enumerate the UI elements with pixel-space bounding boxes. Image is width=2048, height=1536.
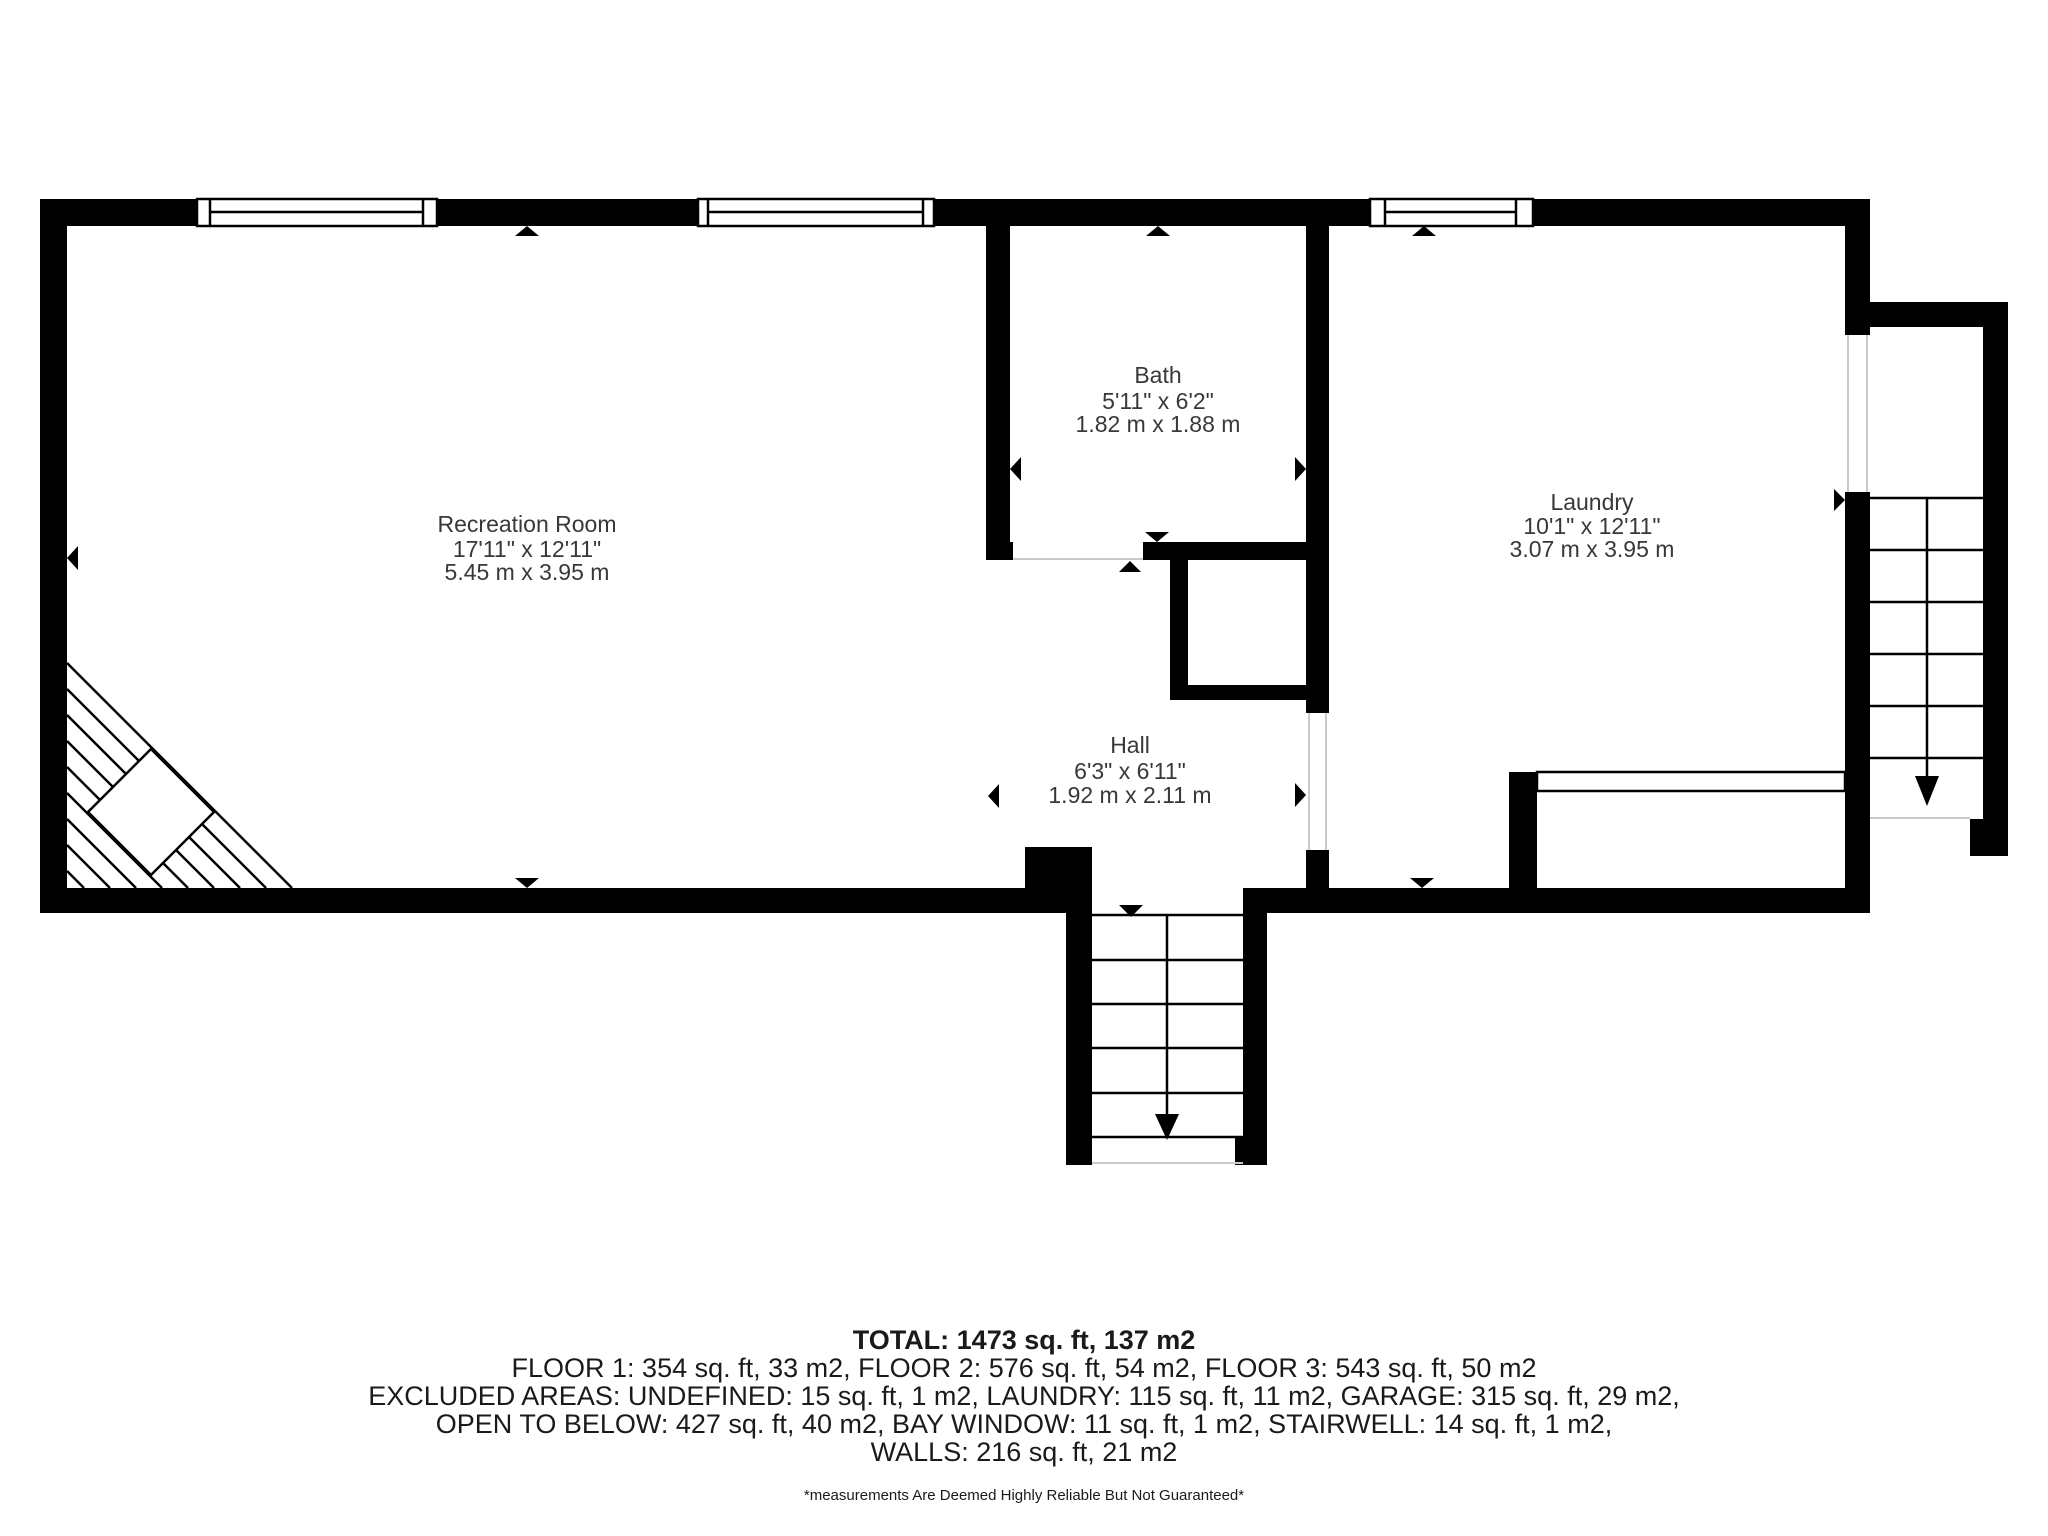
- marker-bath-door: [1119, 561, 1141, 572]
- stairs-upper: [1870, 498, 1983, 818]
- marker-left-recreation: [67, 546, 78, 570]
- room-dim-imperial-recreation: 17'11" x 12'11": [452, 536, 602, 562]
- wall-bottom-2: [1243, 888, 1870, 913]
- room-name-laundry: Laundry: [1550, 489, 1634, 515]
- hatch-diamond: [88, 749, 214, 875]
- marker-left-hall: [988, 784, 999, 808]
- wall-bath-left: [986, 226, 1010, 558]
- window-2: [698, 199, 934, 226]
- room-name-bath: Bath: [1134, 362, 1182, 388]
- room-dim-metric-recreation: 5.45 m x 3.95 m: [444, 559, 610, 585]
- summary-disclaimer: *measurements Are Deemed Highly Reliable But Not Guaranteed*: [803, 1487, 1245, 1504]
- bay-window: [1537, 772, 1845, 791]
- wall-bumpout-right: [1983, 302, 2008, 856]
- room-label-laundry: [1510, 489, 1675, 562]
- room-label-hall: [1048, 732, 1211, 808]
- marker-up-laundry: [1412, 226, 1436, 236]
- room-labels: [438, 362, 1675, 808]
- summary: [368, 1325, 1680, 1504]
- wall-bath-bottom: [1143, 542, 1329, 560]
- markers: [67, 226, 1845, 917]
- wall-left: [40, 199, 67, 913]
- marker-left-bath: [1010, 457, 1021, 481]
- stairs-upper-down-arrow: [1915, 776, 1939, 806]
- summary-excluded-line1: EXCLUDED AREAS: UNDEFINED: 15 sq. ft, 1 m2, LAUNDRY: 115 sq. ft, 11 m2, GARAGE: 315 sq. ft, 29 m2,: [368, 1381, 1680, 1411]
- wall-top-2: [437, 199, 698, 226]
- window-1: [197, 199, 437, 226]
- summary-total: TOTAL: 1473 sq. ft, 137 m2: [852, 1325, 1196, 1355]
- summary-walls: WALLS: 216 sq. ft, 21 m2: [870, 1437, 1178, 1467]
- wall-stair-left: [1066, 913, 1092, 1165]
- summary-floors: FLOOR 1: 354 sq. ft, 33 m2, FLOOR 2: 576 sq. ft, 54 m2, FLOOR 3: 543 sq. ft, 50 m2: [511, 1353, 1537, 1383]
- room-dim-imperial-bath: 5'11" x 6'2": [1102, 388, 1214, 414]
- marker-down-recreation: [515, 878, 539, 888]
- wall-closet-left: [1170, 560, 1188, 700]
- wall-bath-right: [1306, 226, 1329, 713]
- stairs-central: [1092, 915, 1243, 1163]
- room-dim-metric-bath: 1.82 m x 1.88 m: [1075, 411, 1241, 437]
- wall-bottom-1: [40, 888, 1092, 913]
- room-dim-imperial-laundry: 10'1" x 12'11": [1523, 513, 1661, 539]
- wall-top-3: [934, 199, 1370, 226]
- wall-laundry-right-upper: [1845, 199, 1870, 335]
- room-dim-metric-laundry: 3.07 m x 3.95 m: [1509, 536, 1675, 562]
- wall-hall-laundry-lower: [1306, 850, 1329, 888]
- room-label-recreation: [438, 511, 617, 585]
- room-name-hall: Hall: [1110, 732, 1150, 758]
- marker-down-bath: [1145, 532, 1169, 542]
- open-to-below-hatch: [67, 663, 292, 888]
- marker-right-bath: [1295, 457, 1306, 481]
- marker-down-laundry: [1410, 878, 1434, 888]
- marker-up-bath: [1146, 226, 1170, 236]
- walls: [40, 199, 2008, 1165]
- summary-excluded-line2: OPEN TO BELOW: 427 sq. ft, 40 m2, BAY WINDOW: 11 sq. ft, 1 m2, STAIRWELL: 14 sq. ft, 1 m2,: [435, 1409, 1613, 1439]
- wall-bumpout-foot: [1970, 819, 2008, 856]
- room-name-recreation: Recreation Room: [437, 511, 617, 537]
- wall-stair-block: [1025, 847, 1092, 888]
- room-dim-metric-hall: 1.92 m x 2.11 m: [1048, 782, 1212, 808]
- room-label-bath: [1076, 362, 1241, 437]
- wall-bath-left-foot: [986, 542, 1013, 560]
- wall-stair-foot: [1235, 1137, 1267, 1165]
- marker-right-hall: [1295, 783, 1306, 807]
- marker-laundry-stair-door: [1834, 489, 1845, 511]
- wall-laundry-right-lower: [1845, 492, 1870, 913]
- wall-bay-left: [1509, 772, 1537, 913]
- wall-top-4: [1533, 199, 1870, 226]
- window-3: [1370, 199, 1533, 226]
- room-dim-imperial-hall: 6'3" x 6'11": [1074, 758, 1186, 784]
- marker-up-recreation: [515, 226, 539, 236]
- wall-closet-bottom: [1170, 685, 1306, 700]
- wall-stair-right: [1243, 913, 1267, 1165]
